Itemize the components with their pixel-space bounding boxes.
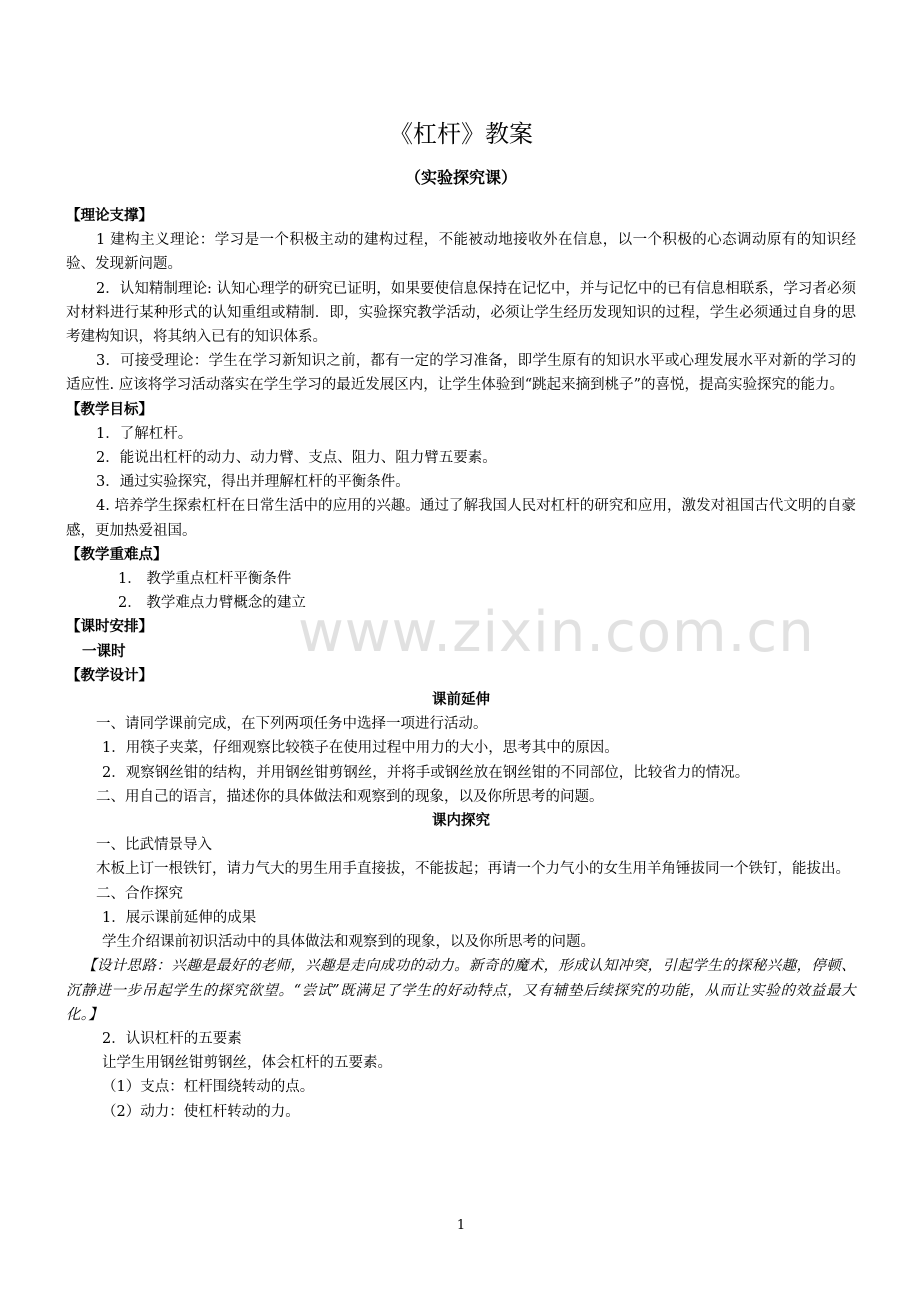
list-item: 2．认识杠杆的五要素 — [102, 1030, 242, 1047]
section-heading-schedule: 【课时安排】 — [66, 619, 153, 636]
section-heading-goals: 【教学目标】 — [66, 401, 153, 418]
list-item: 2． 教学难点力臂概念的建立 — [118, 595, 306, 612]
document-page — [66, 0, 856, 1302]
list-item: 1．了解杠杆。 — [96, 425, 193, 442]
design-note: 【设计思路：兴趣是最好的老师，兴趣是走向成功的动力。新奇的魔术，形成认知冲突，引起学生的探秘兴趣，停顿、沉静进一步吊起学生的探究欲望。“尝试”既满足了学生的好动特点，又有辅垫后续探究的功能，从而让实验的效益最大化。】 — [66, 958, 856, 1023]
paragraph: 1 建构主义理论：学习是一个积极主动的建构过程，不能被动地接收外在信息，以一个积极的心态调动原有的知识经验、发现新问题。 — [66, 232, 856, 273]
list-item: 1．用筷子夹菜，仔细观察比较筷子在使用过程中用力的大小，思考其中的原因。 — [102, 740, 619, 757]
paragraph: 一、请同学课前完成，在下列两项任务中选择一项进行活动。 — [96, 716, 488, 733]
subsection-heading-pre: 课前延伸 — [432, 692, 490, 709]
paragraph: 3．可接受理论：学生在学习新知识之前，都有一定的学习准备，即学生原有的知识水平或心理发展水平对新的学习的适应性. 应该将学习活动落实在学生学习的最近发展区内，让学生体验到“跳起来摘到桃子”的喜悦，提高实验探究的能力。 — [66, 353, 856, 394]
schedule-value: 一课时 — [82, 643, 126, 660]
page-number: 1 — [456, 1218, 466, 1233]
list-item: 2．观察钢丝钳的结构，并用钢丝钳剪钢丝，并将手或钢丝放在钢丝钳的不同部位，比较省力的情况。 — [102, 764, 750, 781]
paragraph: 一、比武情景导入 — [96, 837, 212, 854]
list-item: （2）动力：使杠杆转动的力。 — [102, 1103, 300, 1120]
document-body — [66, 204, 856, 1124]
watermark: www.zixin.com.cn — [298, 600, 815, 665]
list-item: 4. 培养学生探索杠杆在日常生活中的应用的兴趣。通过了解我国人民对杠杆的研究和应用，激发对祖国古代文明的自豪感，更加热爱祖国。 — [66, 498, 856, 539]
paragraph: 二、合作探究 — [96, 885, 183, 902]
paragraph: 2．认知精制理论: 认知心理学的研究已证明，如果要使信息保持在记忆中，并与记忆中的已有信息相联系，学习者必须对材料进行某种形式的认知重组或精制．即，实验探究教学活动，必须让学生经历发现知识的过程，学生必须通过自身的思考建构知识，将其纳入已有的知识体系。 — [66, 280, 856, 346]
subsection-heading-in-class: 课内探究 — [432, 813, 490, 830]
paragraph: 让学生用钢丝钳剪钢丝，体会杠杆的五要素。 — [102, 1055, 392, 1072]
section-heading-design: 【教学设计】 — [66, 667, 153, 684]
section-heading-theory: 【理论支撑】 — [66, 208, 153, 224]
paragraph: 二、用自己的语言，描述你的具体做法和观察到的现象，以及你所思考的问题。 — [96, 788, 604, 805]
page-title: 《杠杆》教案 — [389, 120, 533, 148]
paragraph: 学生介绍课前初识活动中的具体做法和观察到的现象，以及你所思考的问题。 — [102, 934, 595, 951]
paragraph: 木板上订一根铁钉，请力气大的男生用手直接拔，不能拔起；再请一个力气小的女生用羊角锤拔同一个铁钉，能拔出。 — [96, 861, 850, 878]
section-heading-key-points: 【教学重难点】 — [66, 546, 168, 563]
list-item: 2．能说出杠杆的动力、动力臂、支点、阻力、阻力臂五要素。 — [96, 450, 497, 467]
list-item: 3．通过实验探究，得出并理解杠杆的平衡条件。 — [96, 474, 410, 491]
page-subtitle: （实验探究课） — [404, 168, 517, 187]
list-item: 1．展示课前延伸的成果 — [102, 909, 257, 926]
list-item: 1． 教学重点杠杆平衡条件 — [118, 571, 292, 588]
list-item: （1）支点：杠杆围绕转动的点。 — [102, 1079, 315, 1096]
